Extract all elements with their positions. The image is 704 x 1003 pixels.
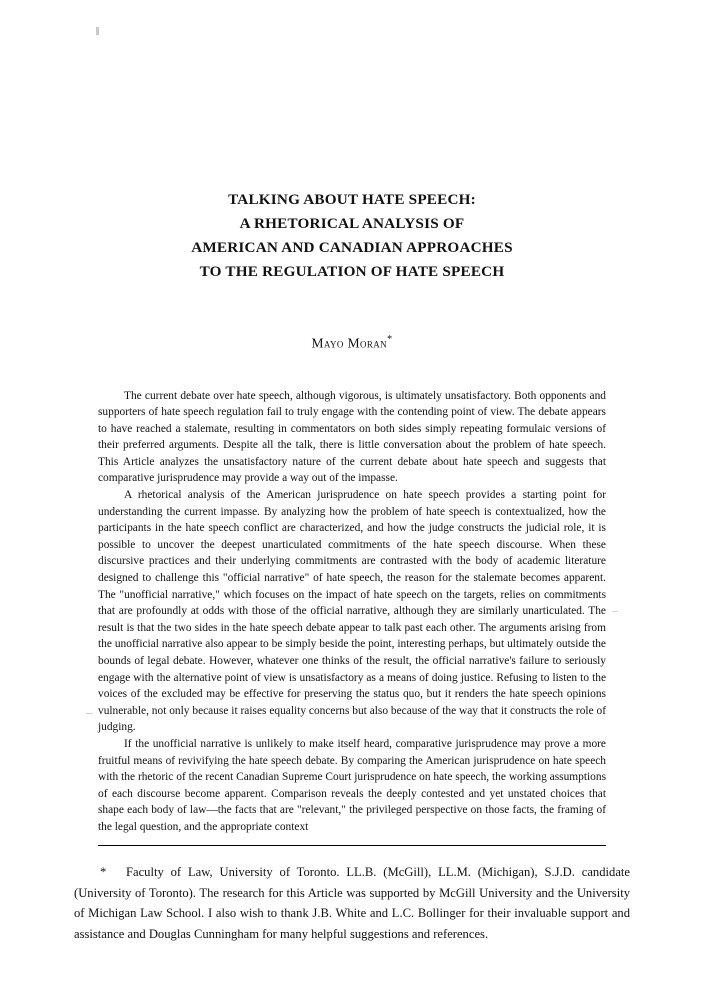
title-line-4: TO THE REGULATION OF HATE SPEECH [199, 263, 505, 280]
footnote-block [74, 862, 630, 944]
scan-artifact-left-margin [86, 713, 93, 714]
footnote-body: Faculty of Law, University of Toronto. LL.B. (McGill), LL.M. (Michigan), S.J.D. candidate (University of Toronto). The research for this Article was supported by McGill University and the University of Michigan Law School. I also wish to thank J.B. White and L.C. Bollinger for their invaluable support and assistance and Douglas Cunningham for many helpful suggestions and references. [74, 865, 630, 941]
page-title [98, 188, 606, 284]
abstract-paragraph: The current debate over hate speech, although vigorous, is ultimately unsatisfactory. Both opponents and supporters of hate speech regulation fail to truly engage with the contending point of view. The debate appears to have reached a stalemate, resulting in commentators on both sides simply repeating formulaic versions of their preferred arguments. Despite all the talk, there is little conversation about the problem of hate speech. This Article analyzes the unsatisfactory nature of the current debate about hate speech and suggests that comparative jurisprudence may provide a way out of the impasse. [98, 389, 606, 485]
title-line-1: TALKING ABOUT HATE SPEECH: [228, 191, 476, 208]
footnote-marker: * [100, 865, 107, 879]
title-line-3: AMERICAN AND CANADIAN APPROACHES [191, 239, 513, 256]
author-byline [98, 334, 606, 352]
abstract-paragraph: If the unofficial narrative is unlikely to make itself heard, comparative jurisprudence may prove a more fruitful means of revivifying the hate speech debate. By comparing the American jurisprudence on hate speech with the rhetoric of the recent Canadian Supreme Court jurisprudence on hate speech, the working assumptions of each discourse become apparent. Comparison reveals the deeply contested and yet unstated choices that shape each body of law—the facts that are "relevant," the privileged perspective on those facts, the framing of the legal question, and the appropriate context [98, 737, 606, 833]
scan-artifact-right-margin [612, 611, 618, 612]
abstract-paragraph: A rhetorical analysis of the American jurisprudence on hate speech provides a starting point for understanding the current impasse. By analyzing how the problem of hate speech is contextualized, how the participants in the hate speech conflict are characterized, and how the judge constructs the judicial role, it is possible to uncover the deepest unarticulated commitments of the hate speech discourse. When these discursive practices and their underlying commitments are contrasted with the body of academic literature designed to challenge this "official narrative" of hate speech, the reason for the stalemate becomes apparent. The "unofficial narrative," which focuses on the impact of hate speech on the targets, relies on commitments that are profoundly at odds with those of the official narrative, although they are similarly unarticulated. The result is that the two sides in the hate speech debate appear to talk past each other. The arguments arising from the unofficial narrative also appear to be simply beside the point, interesting perhaps, but ultimately outside the bounds of legal debate. However, whatever one thinks of the result, the official narrative's failure to seriously engage with the alternative point of view is unsatisfactory as a means of doing justice. Refusing to listen to the voices of the excluded may be effective for preserving the status quo, but it renders the hate speech opinions vulnerable, not only because it raises equality concerns but also because of the way that it constructs the role of judging. [98, 489, 606, 734]
author-footnote-marker: * [387, 334, 393, 345]
footnote-divider [98, 845, 606, 846]
author-name: Mayo Moran [311, 335, 388, 351]
page-content [98, 0, 606, 836]
footnote-text [74, 862, 630, 944]
title-line-2: A RHETORICAL ANALYSIS OF [239, 215, 465, 232]
abstract [98, 388, 606, 836]
